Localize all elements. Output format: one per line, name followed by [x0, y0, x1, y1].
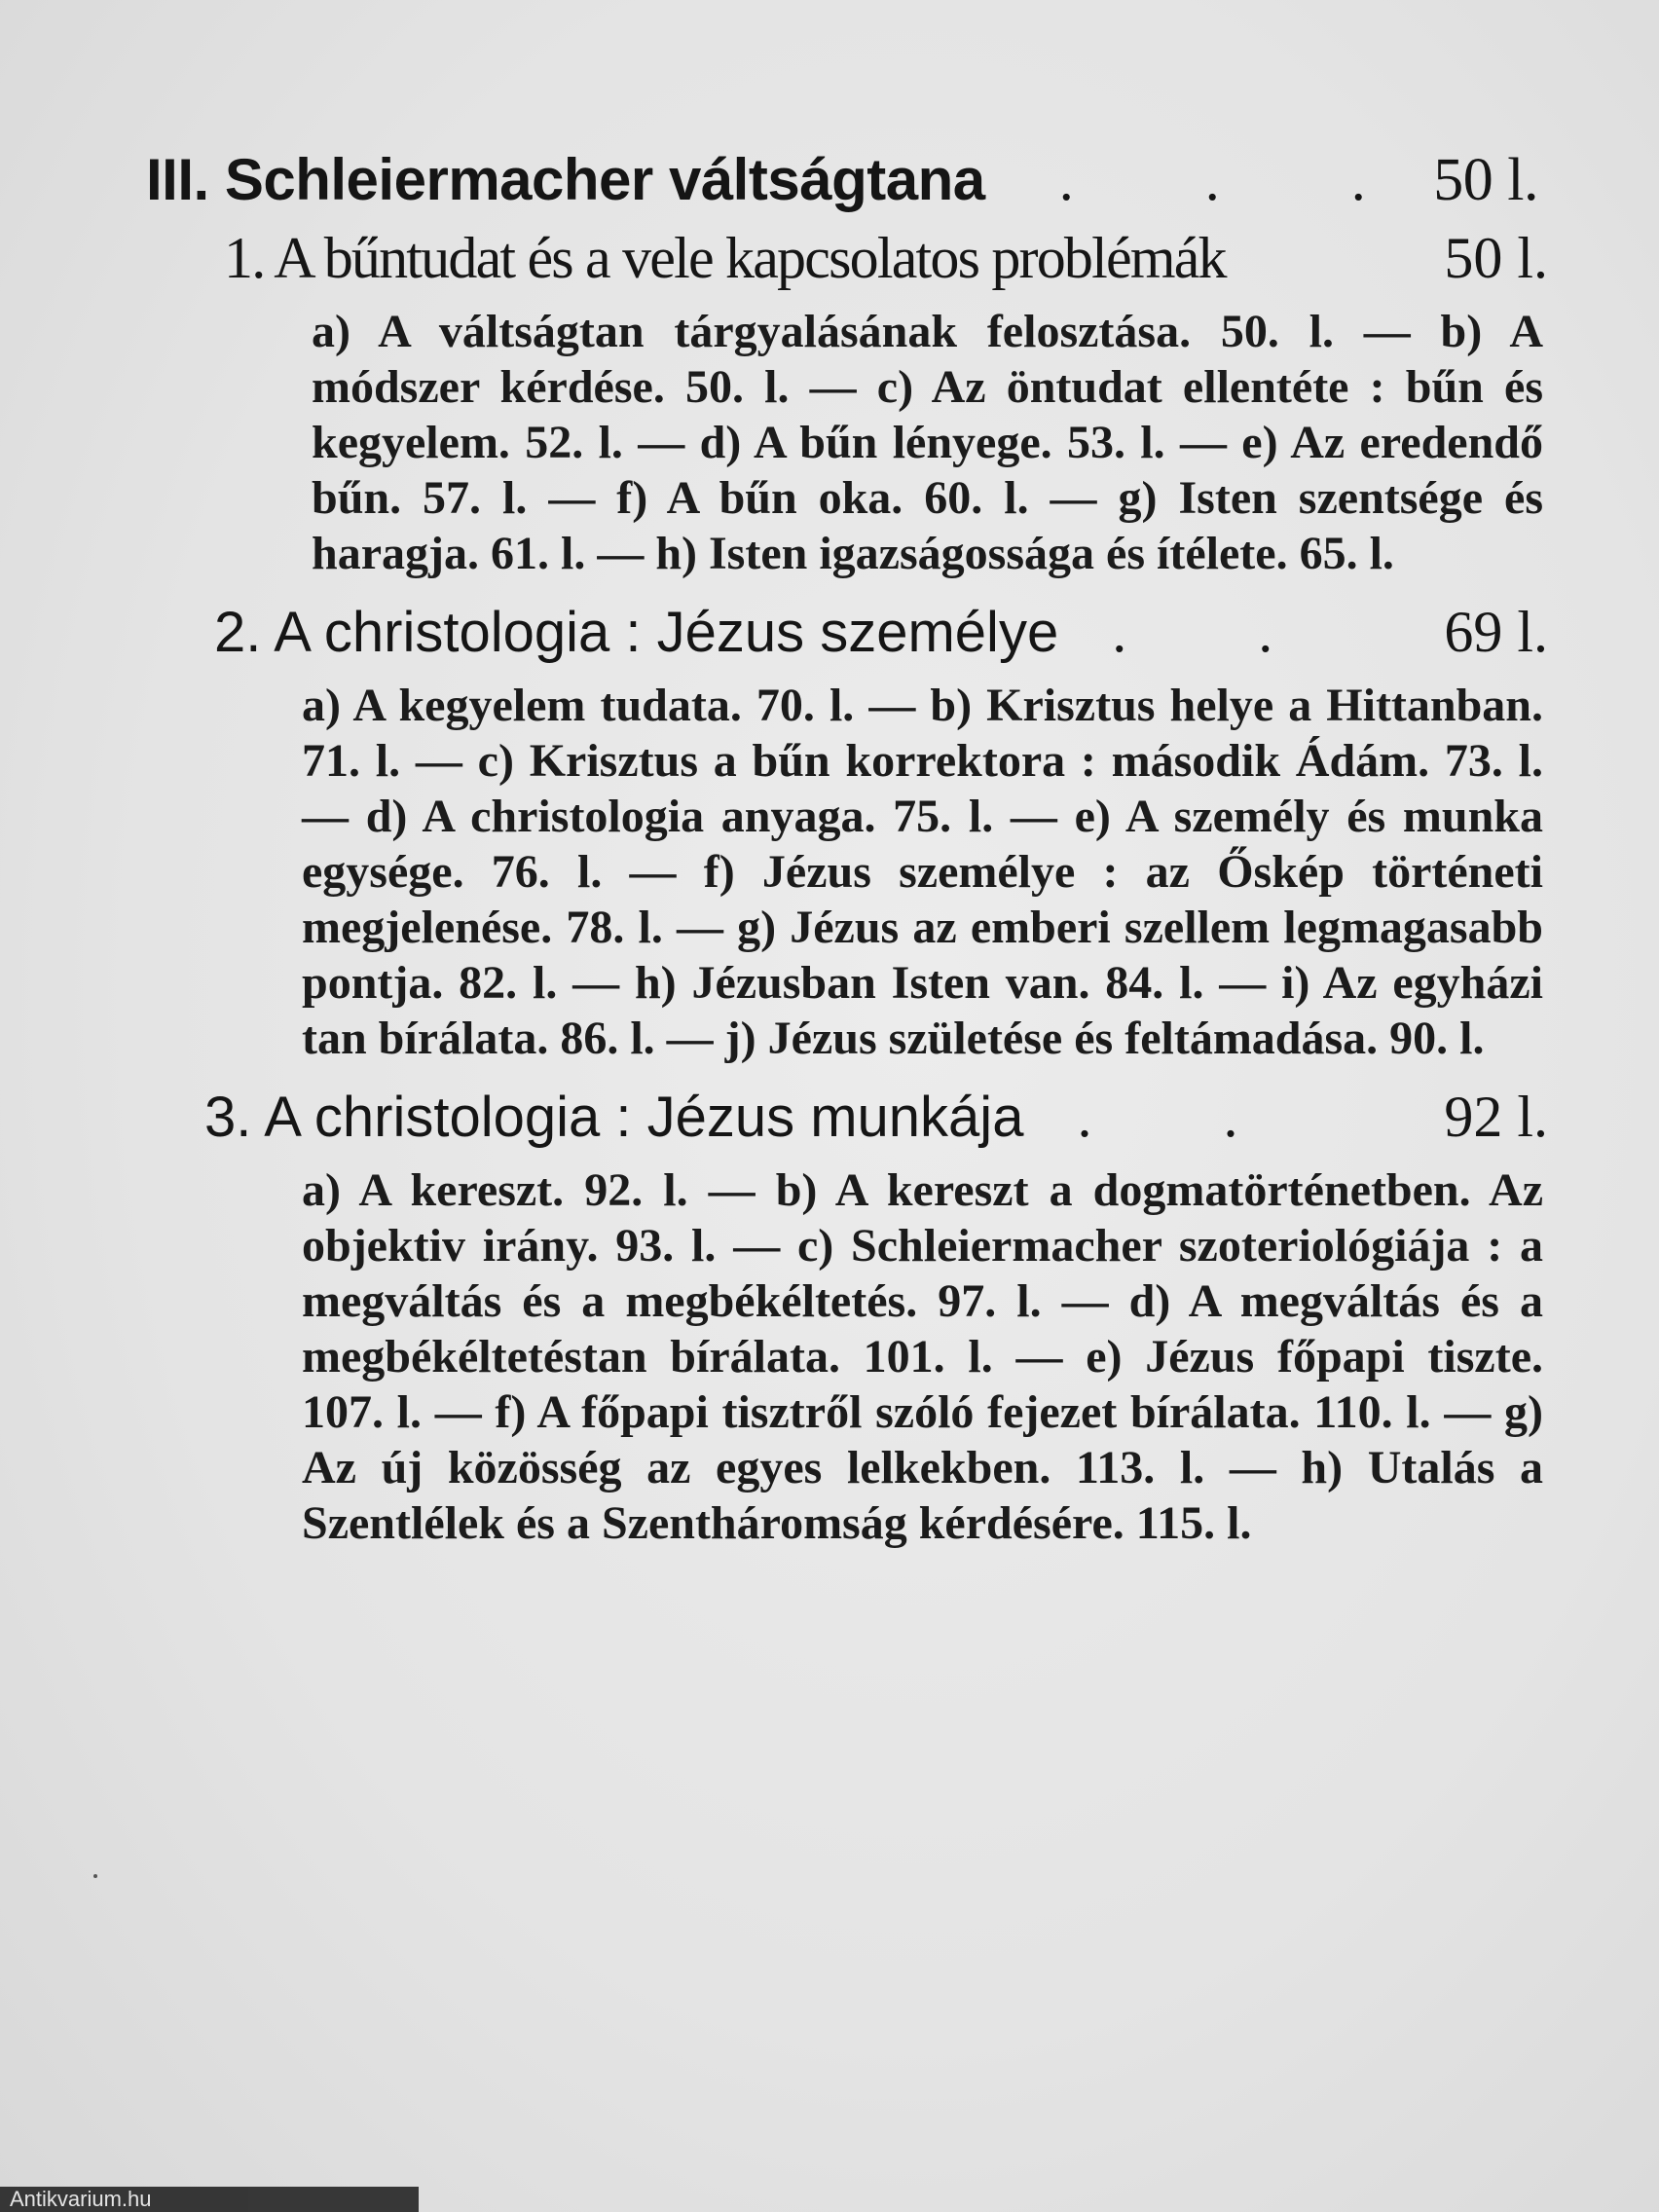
watermark-strip: Antikvarium.hu — [0, 2187, 419, 2212]
chapter-heading-2 — [214, 599, 1548, 666]
chapter-page-number: 92 l. — [1444, 1085, 1548, 1149]
chapter-heading-1 — [224, 225, 1548, 292]
part-heading — [146, 146, 1538, 215]
chapter-title: 3. A christologia : Jézus munkája — [204, 1086, 1024, 1149]
part-page-number: 50 l. — [1433, 147, 1538, 213]
chapter-summary-3: a) A kereszt. 92. l. — b) A kereszt a dogmatörténetben. Az objektiv irány. 93. l. — c) Schleiermacher szoteriológiája : a megváltás és a megbékéltetés. 97. l. — d) A megváltás és a megbékéltetéstan bírálata. 101. l. — e) Jézus főpapi tiszte. 107. l. — f) A főpapi tisztről szóló fejezet bírálata. 110. l. — g) Az új közösség az egyes lelkekben. 113. l. — h) Utalás a Szentlélek és a Szentháromság kérdésére. 115. l. — [302, 1164, 1543, 1549]
part-title: III. Schleiermacher váltságtana — [146, 147, 985, 212]
paper-speck — [93, 1874, 97, 1878]
chapter-title: 2. A christologia : Jézus személye — [214, 601, 1059, 664]
table-of-contents — [146, 146, 1548, 1568]
leader-dots: . . — [1077, 1085, 1297, 1149]
chapter-title: 1. A bűntudat és a vele kapcsolatos problémák — [224, 226, 1226, 290]
chapter-page-number: 50 l. — [1444, 226, 1548, 290]
chapter-heading-3 — [204, 1084, 1548, 1151]
leader-dots: . . . — [1058, 148, 1424, 212]
chapter-summary-2: a) A kegyelem tudata. 70. l. — b) Krisztus helye a Hittanban. 71. l. — c) Krisztus a bűn korrektora : második Ádám. 73. l. — d) A christologia anyaga. 75. l. — e) A személy és munka egysége. 76. l. — f) Jézus személye : az Őskép történeti megjelenése. 78. l. — g) Jézus az emberi szellem legmagasabb pontja. 82. l. — h) Jézusban Isten van. 84. l. — i) Az egyházi tan bírálata. 86. l. — j) Jézus születése és feltámadása. 90. l. — [302, 680, 1543, 1064]
chapter-summary-1: a) A váltságtan tárgyalásának felosztása. 50. l. — b) A módszer kérdése. 50. l. — c) Az öntudat ellentéte : bűn és kegyelem. 52. l. — d) A bűn lényege. 53. l. — e) Az eredendő bűn. 57. l. — f) A bűn oka. 60. l. — g) Isten szentsége és haragja. 61. l. — h) Isten igazságossága és ítélete. 65. l. — [312, 306, 1543, 579]
chapter-page-number: 69 l. — [1444, 600, 1548, 664]
leader-dots: . . — [1112, 600, 1332, 664]
